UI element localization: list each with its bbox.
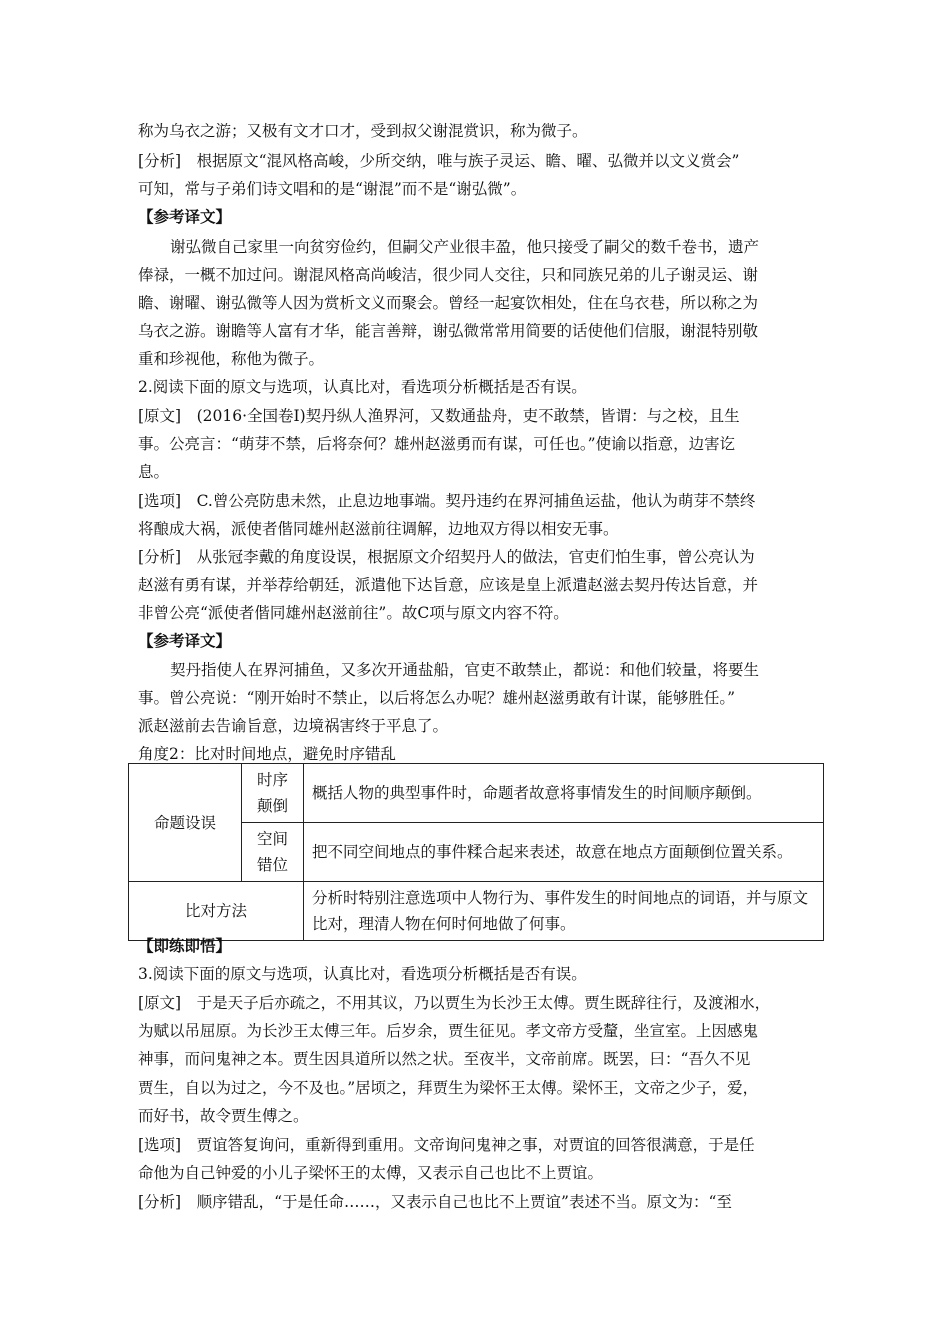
section-heading: 【参考译文】 bbox=[138, 207, 232, 226]
source-line: [原文] (2016·全国卷Ⅰ)契丹纵人渔界河，又数通盐舟，吏不敢禁，皆谓：与之校，且生 bbox=[138, 407, 740, 425]
table-cell: 把不同空间地点的事件糅合起来表述，故意在地点方面颠倒位置关系。 bbox=[304, 823, 824, 882]
table-cell: 分析时特别注意选项中人物行为、事件发生的时间地点的词语，并与原文比对，理清人物在何时何地做了何事。 bbox=[304, 882, 824, 941]
source-line: 事。公亮言：“萌芽不禁，后将奈何？雄州赵滋勇而有谋，可任也。”使谕以指意，边害讫 bbox=[138, 435, 736, 453]
translation-line: 派赵滋前去告谕旨意，边境祸害终于平息了。 bbox=[138, 717, 449, 735]
section-heading: 【即练即悟】 bbox=[138, 936, 232, 955]
source-line: [原文] 于是天子后亦疏之，不用其议，乃以贾生为长沙王太傅。贾生既辞往行，及渡湘水， bbox=[138, 994, 771, 1012]
comparison-table bbox=[128, 763, 824, 941]
text-line: 称为乌衣之游；又极有文才口才，受到叔父谢混赏识，称为微子。 bbox=[138, 122, 588, 140]
source-line: 神事，而问鬼神之本。贾生因具道所以然之状。至夜半，文帝前席。既罢，曰：“吾久不见 bbox=[138, 1050, 751, 1068]
question-line: 2.阅读下面的原文与选项，认真比对，看选项分析概括是否有误。 bbox=[138, 378, 587, 396]
subheading: 角度2：比对时间地点，避免时序错乱 bbox=[138, 745, 396, 763]
translation-line: 俸禄，一概不加过问。谢混风格高尚峻洁，很少同人交往，只和同族兄弟的儿子谢灵运、谢 bbox=[138, 266, 759, 284]
text-line: 可知，常与子弟们诗文唱和的是“谢混”而不是“谢弘微”。 bbox=[138, 180, 527, 198]
translation-line: 瞻、谢曜、谢弘微等人因为赏析文义而聚会。曾经一起宴饮相处，住在乌衣巷，所以称之为 bbox=[138, 294, 759, 312]
question-line: 3.阅读下面的原文与选项，认真比对，看选项分析概括是否有误。 bbox=[138, 965, 587, 983]
translation-line: 乌衣之游。谢瞻等人富有才华，能言善辩，谢弘微常常用简要的话使他们信服，谢混特别敬 bbox=[138, 322, 759, 340]
analysis-line: [分析] 从张冠李戴的角度设误，根据原文介绍契丹人的做法，官吏们怕生事，曾公亮认为 bbox=[138, 548, 755, 566]
option-line: [选项] C.曾公亮防患未然，止息边地事端。契丹违约在界河捕鱼运盐，他认为萌芽不禁终 bbox=[138, 492, 756, 510]
option-line: [选项] 贾谊答复询问，重新得到重用。文帝询问鬼神之事，对贾谊的回答很满意，于是任 bbox=[138, 1136, 755, 1154]
source-line: 为赋以吊屈原。为长沙王太傅三年。后岁余，贾生征见。孝文帝方受釐，坐宣室。上因感鬼 bbox=[138, 1022, 759, 1040]
option-line: 将酿成大祸，派使者偕同雄州赵滋前往调解，边地双方得以相安无事。 bbox=[138, 520, 619, 538]
analysis-line: [分析] 根据原文“混风格高峻，少所交纳，唯与族子灵运、瞻、曜、弘微并以文义赏会” bbox=[138, 152, 740, 170]
translation-line: 事。曾公亮说：“刚开始时不禁止，以后将怎么办呢？雄州赵滋勇敢有计谋，能够胜任。” bbox=[138, 689, 736, 707]
translation-line: 契丹指使人在界河捕鱼，又多次开通盐船，官吏不敢禁止，都说：和他们较量，将要生 bbox=[170, 661, 760, 679]
table-subheader: 时序颠倒 bbox=[242, 764, 304, 823]
section-heading: 【参考译文】 bbox=[138, 631, 232, 650]
analysis-line: 赵滋有勇有谋，并举荐给朝廷，派遣他下达旨意，应该是皇上派遣赵滋去契丹传达旨意，并 bbox=[138, 576, 759, 594]
analysis-line: 非曾公亮“派使者偕同雄州赵滋前往”。故C项与原文内容不符。 bbox=[138, 604, 569, 622]
translation-line: 谢弘微自己家里一向贫穷俭约，但嗣父产业很丰盈，他只接受了嗣父的数千卷书，遗产 bbox=[170, 238, 760, 256]
source-line: 而好书，故令贾生傅之。 bbox=[138, 1107, 309, 1125]
option-line: 命他为自己钟爱的小儿子梁怀王的太傅，又表示自己也比不上贾谊。 bbox=[138, 1164, 604, 1182]
analysis-line: [分析] 顺序错乱，“于是任命……，又表示自己也比不上贾谊”表述不当。原文为：“至 bbox=[138, 1193, 732, 1211]
table-cell: 概括人物的典型事件时，命题者故意将事情发生的时间顺序颠倒。 bbox=[304, 764, 824, 823]
source-line: 息。 bbox=[138, 463, 170, 481]
table-subheader: 空间错位 bbox=[242, 823, 304, 882]
table-row-header: 命题设误 bbox=[129, 764, 242, 882]
translation-line: 重和珍视他，称他为微子。 bbox=[138, 350, 325, 368]
source-line: 贾生，自以为过之，今不及也。”居顷之，拜贾生为梁怀王太傅。梁怀王，文帝之少子，爱， bbox=[138, 1079, 759, 1097]
table-row-header: 比对方法 bbox=[129, 882, 304, 941]
